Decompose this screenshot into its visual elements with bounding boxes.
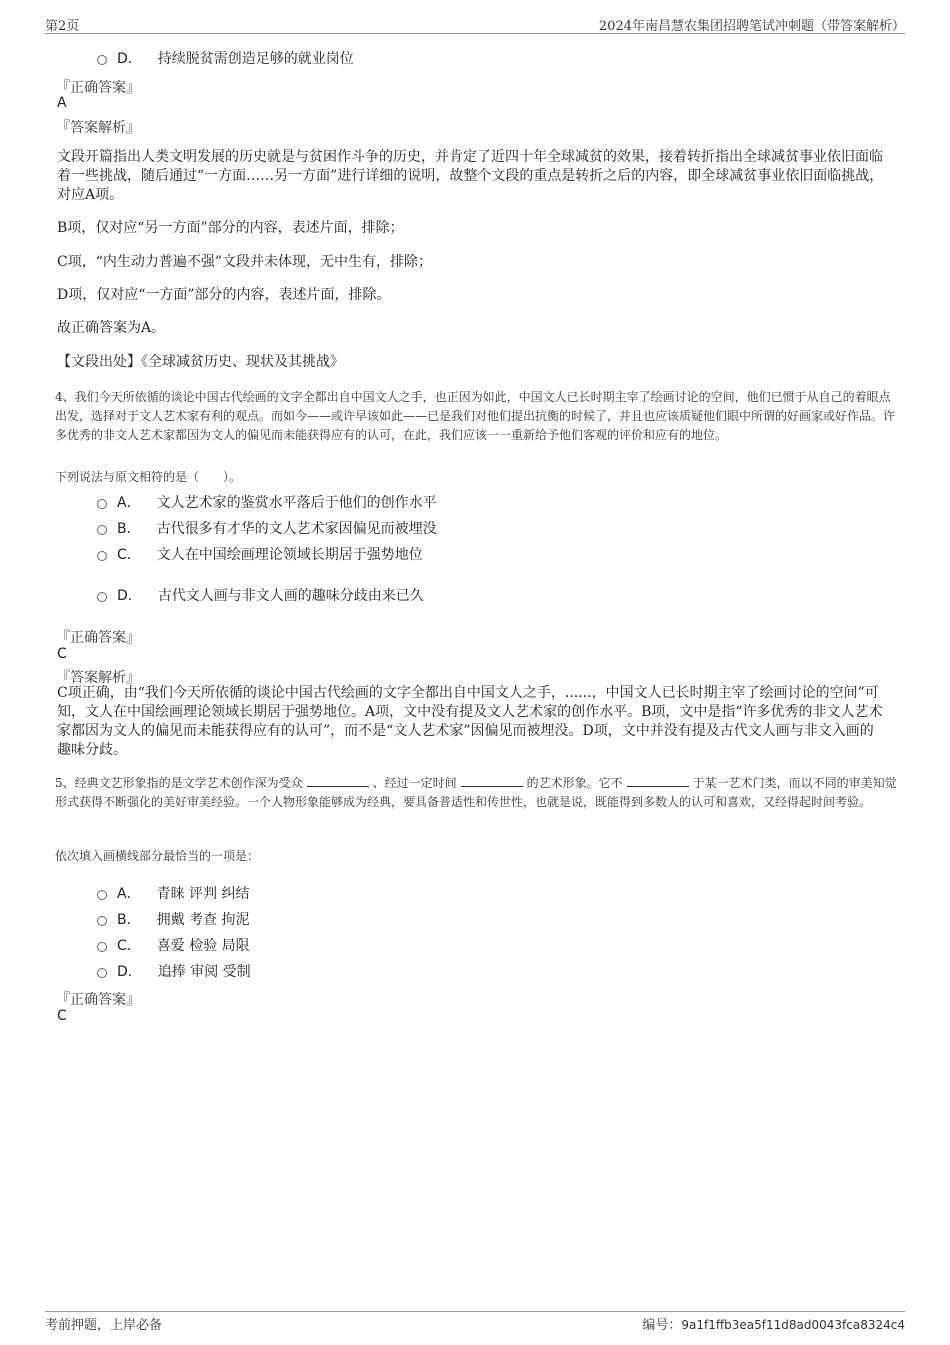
radio-icon[interactable]: [97, 592, 107, 602]
q4-answer-label: 『正确答案』: [56, 630, 140, 646]
radio-icon[interactable]: [97, 890, 107, 900]
q4-answer: C: [57, 646, 67, 662]
q4-option-a[interactable]: A． 文人艺术家的鉴赏水平落后于他们的创作水平: [97, 492, 437, 512]
q4-prompt: 下列说法与原文相符的是（ ）。: [55, 470, 242, 484]
radio-icon[interactable]: [97, 551, 107, 561]
radio-icon[interactable]: [97, 525, 107, 535]
q4-analysis: C项正确，由“我们今天所依循的谈论中国古代绘画的文字全都出自中国文人之手，......，中国文人已长时期主宰了绘画讨论的空间”可知，文人在中国绘画理论领域长期居于强势地位。A项，文中没有提及文人艺术家的创作水平。B项，文中是指“许多优秀的非文人艺术家都因为文人的偏见而未能获得应有的认可”，而不是“文人艺术家”因偏见而被埋没。D项，文中并没有提及古代文人画与非文入画的趣味分歧。: [57, 685, 883, 758]
q4-option-c[interactable]: C． 文人在中国绘画理论领域长期居于强势地位: [97, 544, 423, 564]
q3-conclusion: 故正确答案为A。: [57, 320, 166, 336]
fill-blank-3[interactable]: [627, 774, 689, 787]
q3-answer: A: [57, 95, 67, 111]
q4-analysis-label: 『答案解析』: [56, 670, 140, 686]
q5-option-a[interactable]: A． 青睐 评判 纠结: [97, 883, 249, 903]
q3-source: 【文段出处】《全球减贫历史、现状及其挑战》: [57, 354, 344, 370]
q5-option-d[interactable]: D． 追捧 审阅 受制: [97, 961, 251, 981]
q4-option-d[interactable]: D． 古代文人画与非文人画的趣味分歧由来已久: [97, 585, 424, 605]
q5-stem: 5、经典文艺形象指的是文学艺术创作深为受众 、经过一定时间 的艺术形象。它不 于某一艺术门类，而以不同的审美知觉形式获得不断强化的美好审美经验。一个人物形象能够成为经典，要具备普适性和传世性，也就是说，既能得到多数人的认可和喜欢，又经得起时间考验。: [55, 776, 897, 809]
header-divider: [45, 33, 905, 34]
footer-code-label: 编号：: [642, 1318, 682, 1333]
fill-blank-2[interactable]: [461, 774, 523, 787]
q5-option-c[interactable]: C． 喜爱 检验 局限: [97, 935, 250, 955]
q4-stem: 4、我们今天所依循的谈论中国古代绘画的文字全都出自中国文人之手，也正因为如此，中国文人已长时期主宰了绘画讨论的空间，他们已惯于从自己的着眼点出发，选择对于文人艺术家有利的观点。而如今——或许早该如此——已是我们对他们提出抗衡的时候了，并且也应该质疑他们眼中所谓的好画家或好作品。许多优秀的非文人艺术家都因为文人的偏见而未能获得应有的认可，在此，我们应该一一重新给予他们客观的评价和应有的地位。: [55, 390, 896, 442]
radio-icon[interactable]: [97, 942, 107, 952]
q3-analysis-paragraph: 文段开篇指出人类文明发展的历史就是与贫困作斗争的历史，并肯定了近四十年全球减贫的效果，接着转折指出全球减贫事业依旧面临着一些挑战，随后通过“一方面……另一方面”进行详细的说明，故整个文段的重点是转折之后的内容，即全球减贫事业依旧面临挑战，对应A项。: [57, 149, 884, 203]
radio-icon[interactable]: [97, 499, 107, 509]
radio-icon[interactable]: [97, 916, 107, 926]
q3-option-d[interactable]: D． 持续脱贫需创造足够的就业岗位: [97, 48, 354, 68]
q3-analysis-b: B项，仅对应“另一方面”部分的内容，表述片面，排除；: [57, 220, 404, 236]
document-title: 2024年南昌慧农集团招聘笔试冲刺题（带答案解析）: [598, 19, 905, 34]
q5-answer-label: 『正确答案』: [56, 992, 140, 1008]
fill-blank-1[interactable]: [307, 774, 369, 787]
footer-code: [642, 1314, 905, 1333]
footer-slogan: 考前押题，上岸必备: [45, 1318, 163, 1333]
q4-option-b[interactable]: B． 古代很多有才华的文人艺术家因偏见而被埋没: [97, 518, 437, 538]
q3-analysis-d: D项，仅对应“一方面”部分的内容，表述片面，排除。: [57, 287, 391, 303]
radio-icon[interactable]: [97, 55, 107, 65]
q3-analysis-c: C项，“内生动力普遍不强”文段并未体现，无中生有，排除；: [57, 254, 433, 270]
q3-answer-label: 『正确答案』: [56, 80, 140, 96]
q5-prompt: 依次填入画横线部分最恰当的一项是：: [55, 849, 260, 863]
q3-analysis-label: 『答案解析』: [56, 120, 140, 136]
footer-code-value: 9a1f1ffb3ea5f11d8ad0043fca8324c4: [681, 1318, 905, 1332]
page-number: 第2页: [45, 19, 80, 34]
footer-divider: [45, 1311, 905, 1312]
q5-option-b[interactable]: B． 拥戴 考查 拘泥: [97, 909, 250, 929]
radio-icon[interactable]: [97, 968, 107, 978]
q5-answer: C: [57, 1008, 67, 1024]
